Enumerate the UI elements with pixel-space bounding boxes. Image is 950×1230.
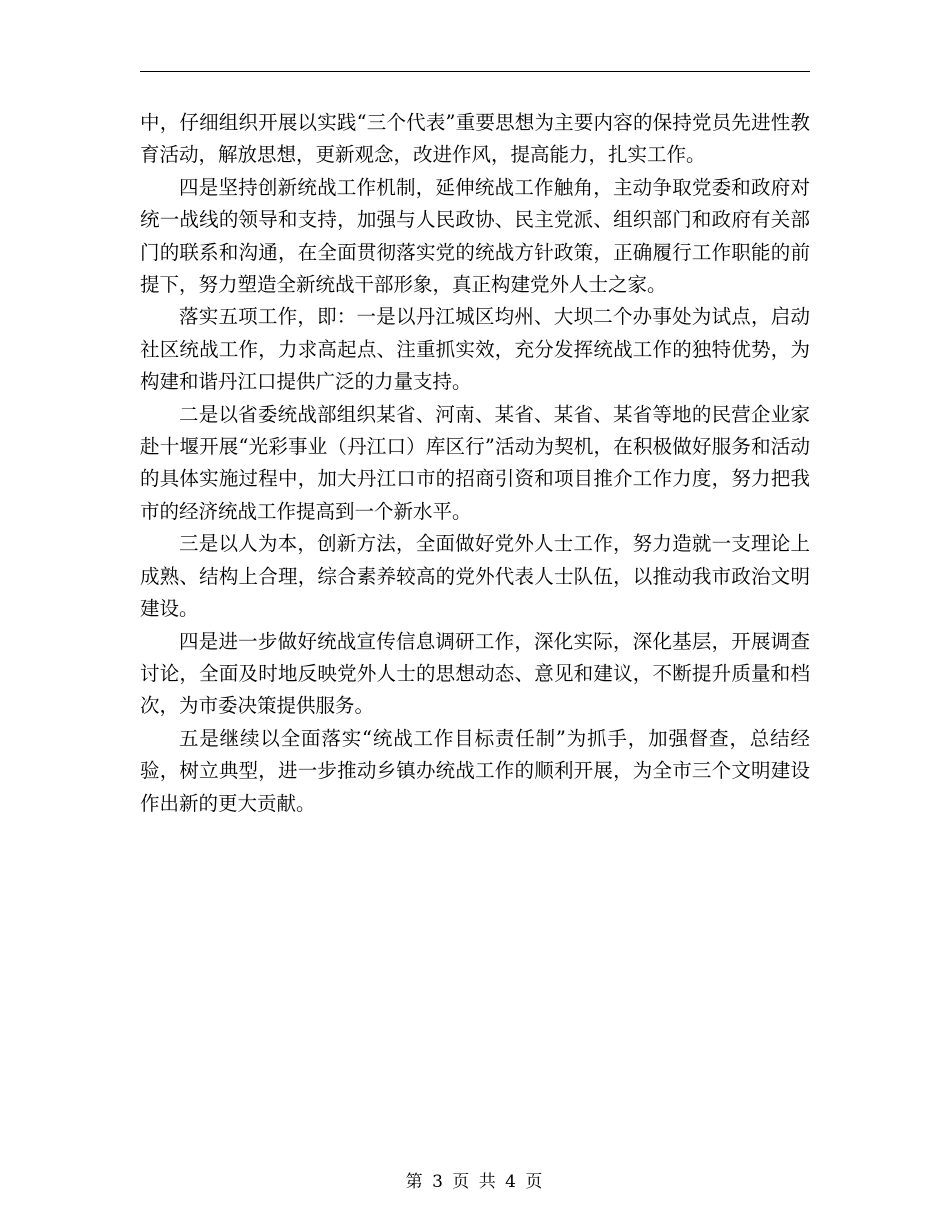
footer-middle: 页 共 bbox=[452, 1172, 498, 1192]
document-body bbox=[140, 107, 810, 820]
footer-total-pages: 4 bbox=[505, 1172, 518, 1192]
paragraph-five-tasks-1: 落实五项工作，即：一是以丹江城区均州、大坝二个办事处为试点，启动社区统战工作，力求高起点、注重抓实效，充分发挥统战工作的独特优势，为构建和谐丹江口提供广泛的力量支持。 bbox=[140, 305, 810, 394]
paragraph-five-tasks-5: 五是继续以全面落实“统战工作目标责任制”为抓手，加强督查，总结经验，树立典型，进一步推动乡镇办统战工作的顺利开展，为全市三个文明建设作出新的更大贡献。 bbox=[140, 726, 810, 815]
paragraph-five-tasks-4: 四是进一步做好统战宣传信息调研工作，深化实际，深化基层，开展调查讨论，全面及时地反映党外人士的思想动态、意见和建议，不断提升质量和档次，为市委决策提供服务。 bbox=[140, 629, 810, 718]
footer-suffix: 页 bbox=[525, 1172, 545, 1192]
page-footer bbox=[0, 1167, 950, 1192]
header-rule bbox=[140, 71, 810, 72]
footer-prefix: 第 bbox=[405, 1172, 425, 1192]
paragraph-continued: 中，仔细组织开展以实践“三个代表”重要思想为主要内容的保持党员先进性教育活动，解放思想，更新观念，改进作风，提高能力，扎实工作。 bbox=[140, 111, 810, 167]
paragraph-item-4-mechanism: 四是坚持创新统战工作机制，延伸统战工作触角，主动争取党委和政府对统一战线的领导和支持，加强与人民政协、民主党派、组织部门和政府有关部门的联系和沟通，在全面贯彻落实党的统战方针政策，正确履行工作职能的前提下，努力塑造全新统战干部形象，真正构建党外人士之家。 bbox=[140, 175, 810, 297]
paragraph-five-tasks-3: 三是以人为本，创新方法，全面做好党外人士工作，努力造就一支理论上成熟、结构上合理，综合素养较高的党外代表人士队伍，以推动我市政治文明建设。 bbox=[140, 532, 810, 621]
footer-page-number: 3 bbox=[432, 1172, 445, 1192]
paragraph-five-tasks-2: 二是以省委统战部组织某省、河南、某省、某省、某省等地的民营企业家赴十堰开展“光彩事业（丹江口）库区行”活动为契机，在积极做好服务和活动的具体实施过程中，加大丹江口市的招商引资和项目推介工作力度，努力把我市的经济统战工作提高到一个新水平。 bbox=[140, 402, 810, 523]
